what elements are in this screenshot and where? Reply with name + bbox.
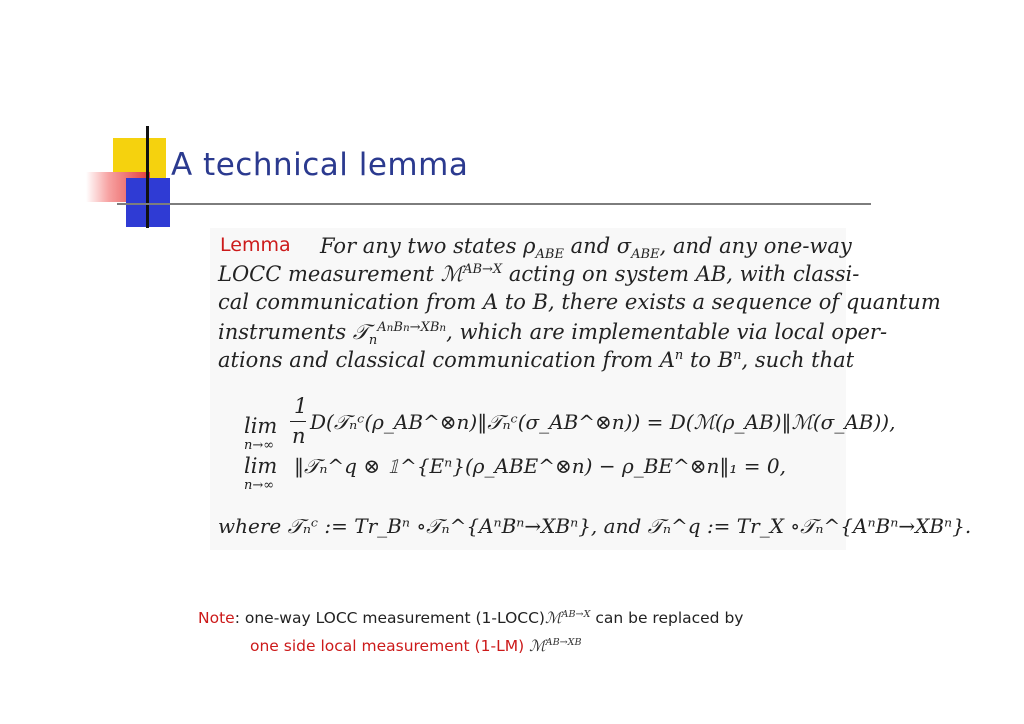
note-line-1: Note: one-way LOCC measurement (1-LOCC)ℳ$^{AB\to X}$ can be replaced by bbox=[198, 609, 744, 628]
lemma-line-5: ations and classical communication from $A^n$ to $B^n$, such that bbox=[218, 348, 855, 372]
lemma-line-1: For any two states $\rho_{ABE}$ and $\sigma_{ABE}$, and any one-way bbox=[320, 234, 852, 263]
eq1-lim-sub: n→∞ bbox=[244, 438, 275, 453]
note-label: Note bbox=[198, 609, 235, 628]
lemma-label: Lemma bbox=[220, 234, 291, 256]
eq1-frac-num: 1 bbox=[294, 394, 308, 418]
lemma-line-3: cal communication from A to B, there exists a sequence of quantum bbox=[218, 290, 941, 314]
eq2-lim: lim bbox=[244, 454, 278, 478]
lemma-line-4: instruments 𝒯$_n^{AnBn\to XBn}$, which are implementable via local oper- bbox=[218, 320, 888, 349]
eq1-frac-den: n bbox=[292, 424, 306, 448]
lemma-where-line: where 𝒯ₙᶜ := Tr_Bⁿ ∘𝒯ₙ^{AⁿBⁿ→XBⁿ}, and 𝒯ₙ^q := Tr_X ∘𝒯ₙ^{AⁿBⁿ→XBⁿ}. bbox=[218, 514, 972, 538]
eq1-lim: lim bbox=[244, 414, 278, 438]
lemma-box bbox=[210, 228, 972, 550]
note-line-2: one side local measurement (1-LM) ℳ$^{AB\to XB}$ bbox=[250, 637, 582, 656]
eq1-frac-bar bbox=[290, 421, 306, 422]
eq1-body: D(𝒯ₙᶜ(ρ_AB^⊗n)‖𝒯ₙᶜ(σ_AB^⊗n)) = D(ℳ(ρ_AB)‖ℳ(σ_AB)), bbox=[310, 410, 896, 434]
eq2-lim-sub: n→∞ bbox=[244, 478, 275, 493]
slide-title: A technical lemma bbox=[171, 147, 469, 183]
lemma-line-2: LOCC measurement ℳ$^{AB\to X}$ acting on system AB, with classi- bbox=[218, 262, 860, 286]
title-underline bbox=[117, 203, 871, 205]
decor-vertical-line bbox=[146, 126, 149, 228]
eq2-body: ‖𝒯ₙ^q ⊗ 𝟙^{Eⁿ}(ρ_ABE^⊗n) − ρ_BE^⊗n‖₁ = 0, bbox=[294, 454, 786, 478]
